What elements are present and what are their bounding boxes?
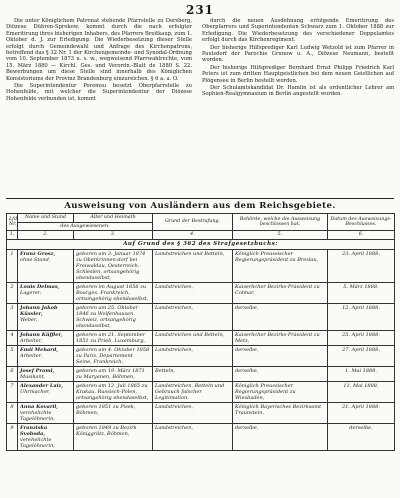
divider (6, 198, 394, 199)
row-number: 1 (7, 250, 18, 283)
name-cell (18, 250, 74, 283)
column-number-row (7, 231, 395, 240)
column-number: 4. (153, 231, 233, 240)
person-occupation: Musikant, (20, 374, 46, 381)
paragraph: Der Schulamtskandidat Dr. Hamlin ist als ordentlicher Lehrer am Sophien-Realgymnasium in Berlin angestellt worden. (202, 85, 394, 98)
name-cell (18, 382, 74, 403)
reason-cell: Landstreichen, (153, 283, 233, 304)
date-cell: 21. April 1888. (328, 403, 395, 424)
reason-cell: Landstreichen, (153, 424, 233, 451)
name-cell (18, 424, 74, 451)
left-text-column (6, 18, 192, 102)
paragraph: Die Superintendentur Poremsu besetzt Oberpfarrstelle zu Hohenfelde, mit welcher die Superintendentur der Diözese Hohenfelde verbunden ist, kommt (6, 83, 192, 102)
row-number: 9 (7, 424, 18, 451)
row-number: 4 (7, 331, 18, 346)
date-cell: 23. April 1888. (328, 250, 395, 283)
name-cell (18, 331, 74, 346)
person-occupation: ohne Stand, (20, 257, 51, 264)
person-name: Anna Kovaril, (20, 404, 59, 411)
person-occupation: verehelichte Tagelöhnerin, (20, 410, 55, 423)
date-cell: 12. April 1888. (328, 304, 395, 331)
reason-cell: Landstreichen und Betteln, (153, 331, 233, 346)
table-row (7, 424, 395, 451)
grund-heading: Auf Grund des § 362 des Strafgesetzbuchs: (7, 240, 395, 250)
header-cell: Behörde, welche die Ausweisung beschlossen hat. (233, 214, 328, 231)
age-origin-cell: geboren 1851 zu Pisek, Böhmen, (74, 403, 153, 424)
authority-cell: Königlich Preussischer Regierungspräsident zu Breslau, (233, 250, 328, 283)
name-cell (18, 283, 74, 304)
header-cell: Lfd. Nr. (7, 214, 18, 231)
header-cell: Alter und Heimath (74, 214, 153, 223)
age-origin-cell: geboren im August 1856 zu Bourges, Frankreich, ortsangehörig ebendaselbst, (74, 283, 153, 304)
age-origin-cell: geboren am 25. Oktober 1846 zu Wolfenhausen, Schweiz, ortsangehörig ebendaselbst, (74, 304, 153, 331)
row-number: 7 (7, 382, 18, 403)
age-origin-cell: geboren am 4. Oktober 1858 zu Paris, Departement Seine, Frankreich, (74, 346, 153, 367)
reason-cell: Landstreichen, (153, 304, 233, 331)
reason-cell: Landstreichen, (153, 403, 233, 424)
paragraph: durch die neuen Ausdehnung erfolgende Emeritirung des Oberpfarrers und Superintendenten Schwarz zum 1. Oktober 1888 zur Erledigung. Die Wiederbesetzung des verschiedener Doppelamtes erfolgt durch das Kirchenregiment. (202, 18, 394, 44)
table-row (7, 304, 395, 331)
column-number: 1. (7, 231, 18, 240)
date-cell: 1. Mai 1888. (328, 367, 395, 382)
page-number: 231 (185, 3, 215, 17)
authority-cell: Königlich Bayerisches Bezirksamt Traunstein, (233, 403, 328, 424)
reason-cell: Betteln, (153, 367, 233, 382)
header-cell: Datum des Ausweisungs-Beschlusses. (328, 214, 395, 231)
row-number: 8 (7, 403, 18, 424)
person-name: Josef Proml, (20, 368, 55, 375)
grund-row (7, 240, 395, 250)
paragraph: Die unter Königlichem Patronat stehende Pfarrstelle zu Dorsberg, Diözese Dühren-Sprokow, kommt durch die nach erfolgter Emeritirung ihres bisherigen Inhabers, des Pfarrers Breitkaup, zum 1. Oktober d. J. zur Erledigung. Die Wiederbesetzung dieser Stelle erfolgt durch Gemeindewahl und Anfrage des Kirchenpatrons, betreffend das § 32 Nr. 1 der Kirchengemeinde- und Synodal-Ordnung vom 10. September 1873 u. s. w., wegweisend Pfarrwahlrechte, vom 15. März 1880 — Kirchl. Ges. und Verordn.-Blatt de 1880 S. 22. Bewerbungen um diese Stelle sind innerhalb des Königlichen Konsistoriums der Provinz Brandenburg einzureichen. § 6 a. a. O. (6, 18, 192, 82)
table-row (7, 382, 395, 403)
date-cell: 25. April 1888. (328, 331, 395, 346)
age-origin-cell: geboren am 19. März 1871 zu Maryanen, Böhmen, (74, 367, 153, 382)
name-cell (18, 346, 74, 367)
table-row (7, 403, 395, 424)
age-origin-cell: geboren 1849 zu Bezirk Königgrätz, Böhmen, (74, 424, 153, 451)
column-number: 5. (233, 231, 328, 240)
authority-cell: derselbe, (233, 304, 328, 331)
section-title: Ausweisung von Ausländern aus dem Reichsgebiete. (64, 201, 336, 211)
age-origin-cell: geboren am 21. September 1851 zu Prieb, Luxemburg, (74, 331, 153, 346)
authority-cell: derselbe, (233, 346, 328, 367)
name-cell (18, 403, 74, 424)
authority-cell: Kaiserlicher Bezirks-Präsident zu Metz, (233, 331, 328, 346)
date-cell: 5. März 1888. (328, 283, 395, 304)
paragraph: Der bisherige Hilfsprediger Bernhard Ernst Philipp Friedrich Karl Peters ist zum dritten Hauptgeistlichen bei dem neuen Geistlichen auf Plögensee in Berlin bestellt worden. (202, 64, 394, 84)
row-number: 5 (7, 346, 18, 367)
name-cell (18, 304, 74, 331)
paragraph: Der bisherige Hilfsprediger Karl Ludwig Wetzold ist zum Pfarrer in Paulsdorf der Parochie Grunow u. A., Diözese Neumann, bestellt worden. (202, 44, 394, 64)
person-name: Franz Grosz, (20, 251, 56, 258)
reason-cell: Landstreichen, (153, 346, 233, 367)
authority-cell: derselbe, (233, 367, 328, 382)
authority-cell: Kaiserlicher Bezirks-Präsident zu Colmar, (233, 283, 328, 304)
table-header-row (7, 214, 395, 223)
person-occupation: Weber, (20, 317, 38, 324)
header-cell: des Ausgewiesenen. (18, 222, 153, 231)
row-number: 2 (7, 283, 18, 304)
table-row (7, 331, 395, 346)
table-row (7, 346, 395, 367)
header-cell: Grund der Bestrafung. (153, 214, 233, 231)
person-name: Alexander Laiz, (20, 383, 64, 390)
table-row (7, 283, 395, 304)
date-cell: 11. Mai 1888. (328, 382, 395, 403)
date-cell: derselbe. (328, 424, 395, 451)
authority-cell: Königlich Preussischer Regierungspräsident zu Wiesbaden, (233, 382, 328, 403)
name-cell (18, 367, 74, 382)
row-number: 3 (7, 304, 18, 331)
person-name: Johann Jakob Küssler, (20, 305, 58, 318)
column-number: 3. (74, 231, 153, 240)
reason-cell: Landstreichen, Betteln und Gebrauch falscher Legitimation, (153, 382, 233, 403)
expulsion-register-table (6, 213, 395, 451)
row-number: 6 (7, 367, 18, 382)
column-number: 2. (18, 231, 74, 240)
person-name: Louis Delmas, (20, 284, 60, 291)
table-row (7, 250, 395, 283)
person-occupation: Arbeiter, (20, 353, 43, 360)
person-name: Emil Mehard, (20, 347, 59, 354)
age-origin-cell: geboren am 3. Januar 1874 zu Oberkrinnen-dorf bei Freiwaldau, Oesterreich.-Schlesien, ortsangehörig ebendaselbst, (74, 250, 153, 283)
person-occupation: Arbeiter, (20, 338, 43, 345)
reason-cell: Landstreichen und Betteln, (153, 250, 233, 283)
header-cell: Name und Stand (18, 214, 74, 223)
person-occupation: Lagerer, (20, 290, 42, 297)
column-number: 6. (328, 231, 395, 240)
date-cell: 27. April 1888. (328, 346, 395, 367)
authority-cell: derselbe, (233, 424, 328, 451)
person-occupation: Uhrmacher, (20, 389, 50, 396)
person-name: Franziska Svoboda, (20, 425, 48, 438)
person-occupation: verehelichte Tagelöhnerin, (20, 437, 55, 450)
age-origin-cell: geboren am 12. Juli 1865 zu Krakau, Russisch-Polen, ortsangehörig ebendaselbst, (74, 382, 153, 403)
right-text-column (202, 18, 394, 98)
table-row (7, 367, 395, 382)
person-name: Johann Küffler, (20, 332, 63, 339)
